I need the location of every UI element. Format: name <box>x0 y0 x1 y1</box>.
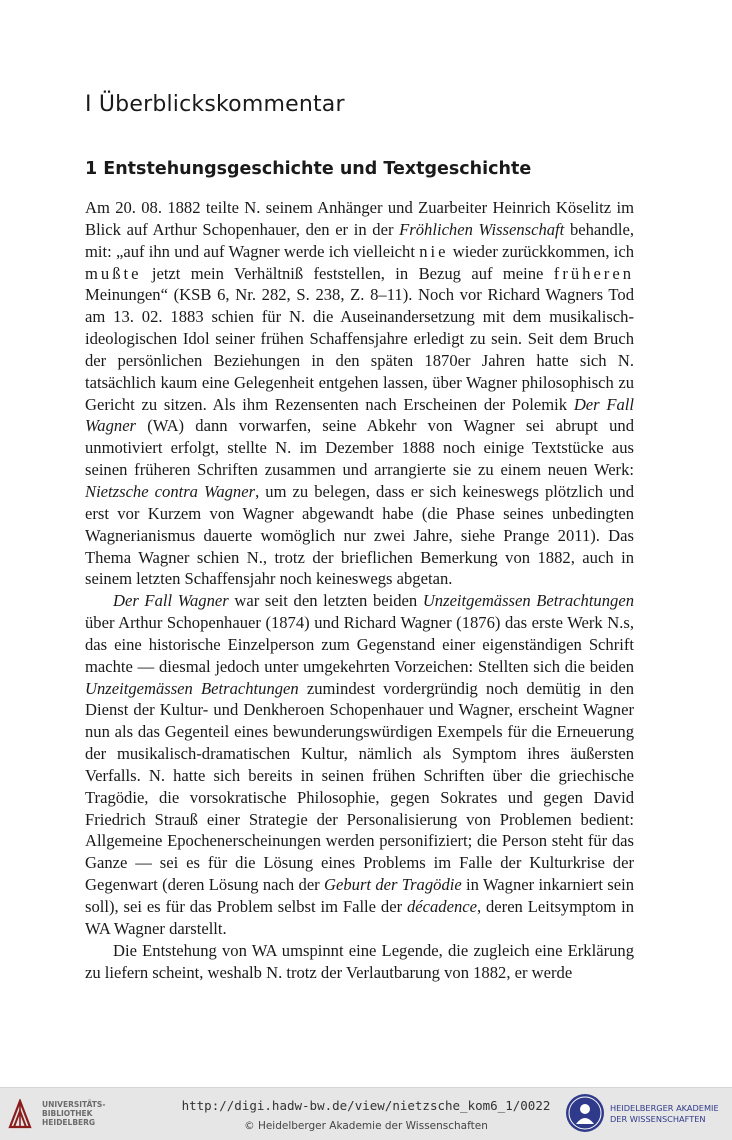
body-text <box>85 197 634 983</box>
section-title: 1 Entstehungsgeschichte und Textgeschichte <box>85 159 532 179</box>
paragraph-1: Am 20. 08. 1882 teilte N. seinem Anhänger und Zuarbeiter Heinrich Köselitz im Blick auf Arthur Schopenhauer, den er in der Fröhlichen Wissenschaft behandle, mit: „auf ihn und auf Wagner werde ich vielleicht nie wieder zurückkommen, ich mußte jetzt mein Verhältniß feststellen, in Bezug auf meine früheren Meinungen“ (KSB 6, Nr. 282, S. 238, Z. 8–11). Noch vor Richard Wagners Tod am 13. 02. 1883 schien für N. die Auseinandersetzung mit dem musikalisch-ideologischen Idol seiner frühen Schaffensjahre erledigt zu sein. Seit dem Bruch der persönlichen Beziehungen in den späten 1870er Jahren hatte sich N. tatsächlich kaum eine Gelegenheit entgehen lassen, über Wagner philosophisch zu Gericht zu sitzen. Als ihm Rezensenten nach Erscheinen der Polemik Der Fall Wagner (WA) dann vorwarfen, seine Abkehr von Wagner sei abrupt und unmotiviert erfolgt, stellte N. im Dezember 1888 noch einige Textstücke aus seinen früheren Schriften zusammen und arrangierte sie zu einem neuen Werk: Nietzsche contra Wagner, um zu belegen, dass er sich keineswegs plötzlich und erst vor Kurzem von Wagner abgewandt habe (die Phase seines unbedingten Wagnerianismus dauerte womöglich nur zwei Jahre, siehe Prange 2011). Das Thema Wagner schien N., trotz der brieflichen Bemerkung von 1882, auch in seinem letzten Schaffensjahr noch keineswegs abgetan. <box>85 198 634 589</box>
academy-seal-icon <box>566 1094 604 1132</box>
academy-logo[interactable] <box>566 1094 726 1134</box>
source-url-link[interactable]: http://digi.hadw-bw.de/view/nietzsche_kom6_1/0022 <box>181 1098 551 1113</box>
academy-name: HEIDELBERGER AKADEMIE DER WISSENSCHAFTEN <box>610 1103 719 1124</box>
paragraph-3: Die Entstehung von WA umspinnt eine Legende, die zugleich eine Erklärung zu liefern scheint, weshalb N. trotz der Verlautbarung von 1882, er werde <box>85 940 634 982</box>
paragraph-2: Der Fall Wagner war seit den letzten beiden Unzeitgemässen Betrachtungen über Arthur Schopenhauer (1874) und Richard Wagner (1876) das erste Werk N.s, das eine historische Einzelperson zum Gegenstand einer eigenständigen Schrift machte — diesmal jedoch unter umgekehrten Vorzeichen: Stellten sich die beiden Unzeitgemässen Betrachtungen zumindest vordergründig noch demütig in den Dienst der Kultur- und Denkheroen Schopenhauer und Wagner, erscheint Wagner nun als das Gegenteil eines bewunderungswürdigen Exempels für die Erneuerung der musikalisch-dramatischen Kultur, nämlich als Symptom ihres äußersten Verfalls. N. hatte sich bereits in seinen frühen Schriften über die griechische Tragödie, die vorsokratische Philosophie, gegen Sokrates und gegen David Friedrich Strauß einer Strategie der Personalisierung von Problemen bedient: Allgemeine Epochenerscheinungen werden personifiziert; die Person steht für das Ganze — sei es für die Lösung eines Problems im Falle der Kulturkrise der Gegenwart (deren Lösung nach der Geburt der Tragödie in Wagner inkarniert sein soll), sei es für das Problem selbst im Falle der décadence, deren Leitsymptom in WA Wagner darstellt. <box>85 591 635 938</box>
copyright-notice: © Heidelberger Akademie der Wissenschaften <box>244 1120 488 1132</box>
chapter-title: I Überblickskommentar <box>85 92 345 117</box>
footer-bar <box>0 1087 732 1140</box>
library-name: UNIVERSITÄTS- BIBLIOTHEK HEIDELBERG <box>42 1100 106 1127</box>
